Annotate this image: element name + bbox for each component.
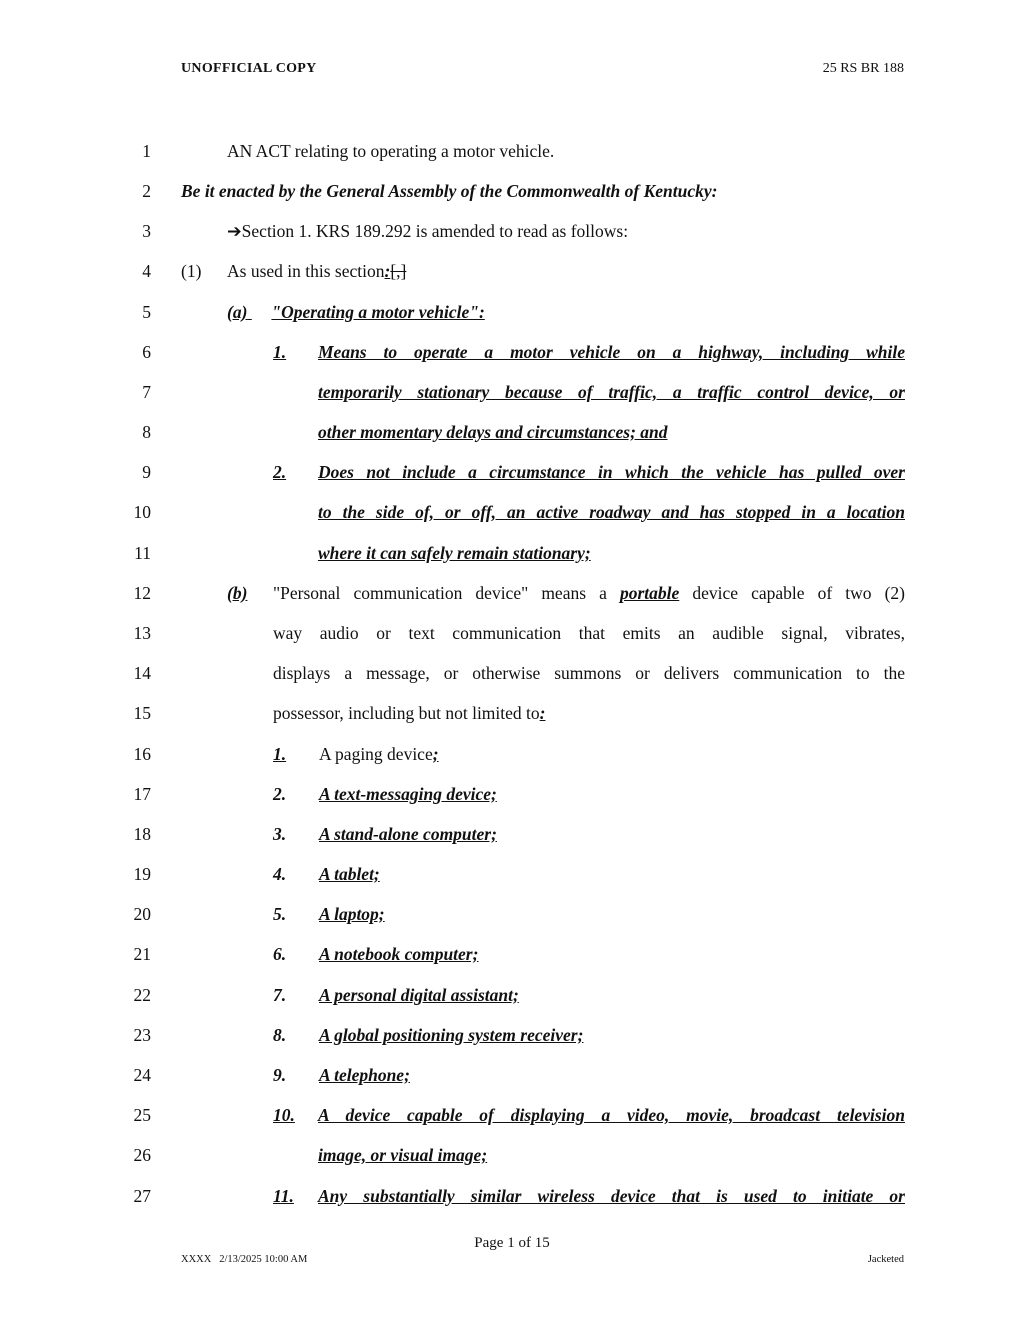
line-number: 6 <box>142 342 151 362</box>
enacting-clause: Be it enacted by the General Assembly of the Commonwealth of Kentucky: <box>181 181 718 201</box>
list-item-marker: 8. <box>273 1025 287 1045</box>
line-number: 18 <box>133 824 151 844</box>
line-number: 13 <box>133 623 151 643</box>
line-number: 23 <box>133 1025 151 1045</box>
line-number: 24 <box>133 1065 151 1085</box>
subsection-1-body: As used in this section <box>227 261 385 281</box>
list-item <box>273 744 439 765</box>
list-item-marker: 4. <box>273 864 287 884</box>
list-item-text: A text-messaging device; <box>319 784 497 804</box>
inserted-colon: : <box>539 703 546 723</box>
list-item-marker: 7. <box>273 985 287 1005</box>
item-10-line2: image, or visual image; <box>318 1145 488 1165</box>
list-item-marker: 9. <box>273 1065 287 1085</box>
section-arrow-icon: ➔ <box>227 221 242 241</box>
line-number: 15 <box>133 703 151 723</box>
list-item <box>273 904 385 925</box>
paragraph-b-line1 <box>273 583 905 604</box>
inserted-colon: : <box>384 261 391 281</box>
item-a1-line2: temporarily stationary because of traffic, a traffic control device, or <box>318 382 905 402</box>
list-item-text: A paging device <box>319 744 433 764</box>
list-item-marker: 1. <box>273 744 287 764</box>
list-item <box>273 824 497 845</box>
line-number: 21 <box>133 944 151 964</box>
line-number: 8 <box>142 422 151 442</box>
paragraph-b-line4-text: possessor, including but not limited to <box>273 703 540 723</box>
inserted-semicolon: ; <box>432 744 439 764</box>
item-a1-marker: 1. <box>273 342 287 362</box>
list-item <box>273 1025 583 1046</box>
line-number: 5 <box>142 302 151 322</box>
item-10-marker: 10. <box>273 1105 295 1125</box>
list-item <box>273 864 380 885</box>
list-item-text: A telephone; <box>319 1065 410 1085</box>
line-number: 12 <box>133 583 151 603</box>
paragraph-b-line3: displays a message, or otherwise summons or delivers communication to the <box>273 663 905 683</box>
list-item-text: A stand-alone computer; <box>319 824 497 844</box>
list-item-marker: 6. <box>273 944 287 964</box>
page-number: Page 1 of 15 <box>474 1235 550 1251</box>
list-item <box>273 784 497 805</box>
line-number: 14 <box>133 663 151 683</box>
list-item-text: A tablet; <box>319 864 380 884</box>
inserted-portable: portable <box>619 583 680 603</box>
item-a2-line3: where it can safely remain stationary; <box>318 543 591 563</box>
list-item-marker: 2. <box>273 784 287 804</box>
header-unofficial-copy: UNOFFICIAL COPY <box>181 61 317 76</box>
line-number: 11 <box>134 543 151 563</box>
list-item-text: A notebook computer; <box>319 944 479 964</box>
line-number: 26 <box>133 1145 151 1165</box>
item-a1-line3: other momentary delays and circumstances; and <box>318 422 668 442</box>
deleted-text: [,] <box>390 261 407 281</box>
line-number: 7 <box>142 382 151 402</box>
line-number: 10 <box>133 502 151 522</box>
line-number: 1 <box>142 141 151 161</box>
header-bill-number: 25 RS BR 188 <box>822 61 904 76</box>
line-number: 9 <box>142 462 151 482</box>
line-number: 3 <box>142 221 151 241</box>
act-title: AN ACT relating to operating a motor vehicle. <box>227 141 555 161</box>
paragraph-b-line1-post: device capable of two (2) <box>679 583 905 603</box>
paragraph-a-text: "Operating a motor vehicle": <box>271 302 485 322</box>
item-10-line1: A device capable of displaying a video, movie, broadcast television <box>318 1105 905 1125</box>
list-item-marker: 3. <box>273 824 287 844</box>
list-item-marker: 5. <box>273 904 287 924</box>
line-number: 20 <box>133 904 151 924</box>
line-number: 27 <box>133 1186 151 1206</box>
list-item-text: A global positioning system receiver; <box>319 1025 584 1045</box>
section-heading <box>227 221 628 242</box>
list-item-text: A laptop; <box>319 904 385 924</box>
item-a2-marker: 2. <box>273 462 287 482</box>
list-item <box>273 944 478 965</box>
footer-timestamp: XXXX 2/13/2025 10:00 AM <box>181 1254 308 1265</box>
paragraph-a <box>227 302 907 323</box>
paragraph-b-line1-pre: "Personal communication device" means a <box>273 583 620 603</box>
line-number: 16 <box>133 744 151 764</box>
line-number: 25 <box>133 1105 151 1125</box>
paragraph-b-line4 <box>273 703 545 724</box>
item-11-marker: 11. <box>273 1186 294 1206</box>
item-a2-line1: Does not include a circumstance in which the vehicle has pulled over <box>318 462 905 482</box>
list-item <box>273 985 519 1006</box>
list-item <box>273 1065 410 1086</box>
paragraph-b-marker: (b) <box>227 583 248 603</box>
line-number: 2 <box>142 181 151 201</box>
item-11-line1: Any substantially similar wireless device that is used to initiate or <box>318 1186 905 1206</box>
paragraph-b-line2: way audio or text communication that emits an audible signal, vibrates, <box>273 623 905 643</box>
line-number: 22 <box>133 985 151 1005</box>
line-number: 19 <box>133 864 151 884</box>
paragraph-a-marker: (a) <box>227 302 248 322</box>
subsection-1-text <box>227 261 406 282</box>
item-a2-line2: to the side of, or off, an active roadway and has stopped in a location <box>318 502 905 522</box>
subsection-1-marker: (1) <box>181 261 202 281</box>
line-number: 17 <box>133 784 151 804</box>
line-number: 4 <box>142 261 151 281</box>
section-heading-text: Section 1. KRS 189.292 is amended to read as follows: <box>241 221 629 241</box>
item-a1-line1: Means to operate a motor vehicle on a highway, including while <box>318 342 905 362</box>
list-item-text: A personal digital assistant; <box>319 985 519 1005</box>
footer-status: Jacketed <box>867 1254 904 1265</box>
